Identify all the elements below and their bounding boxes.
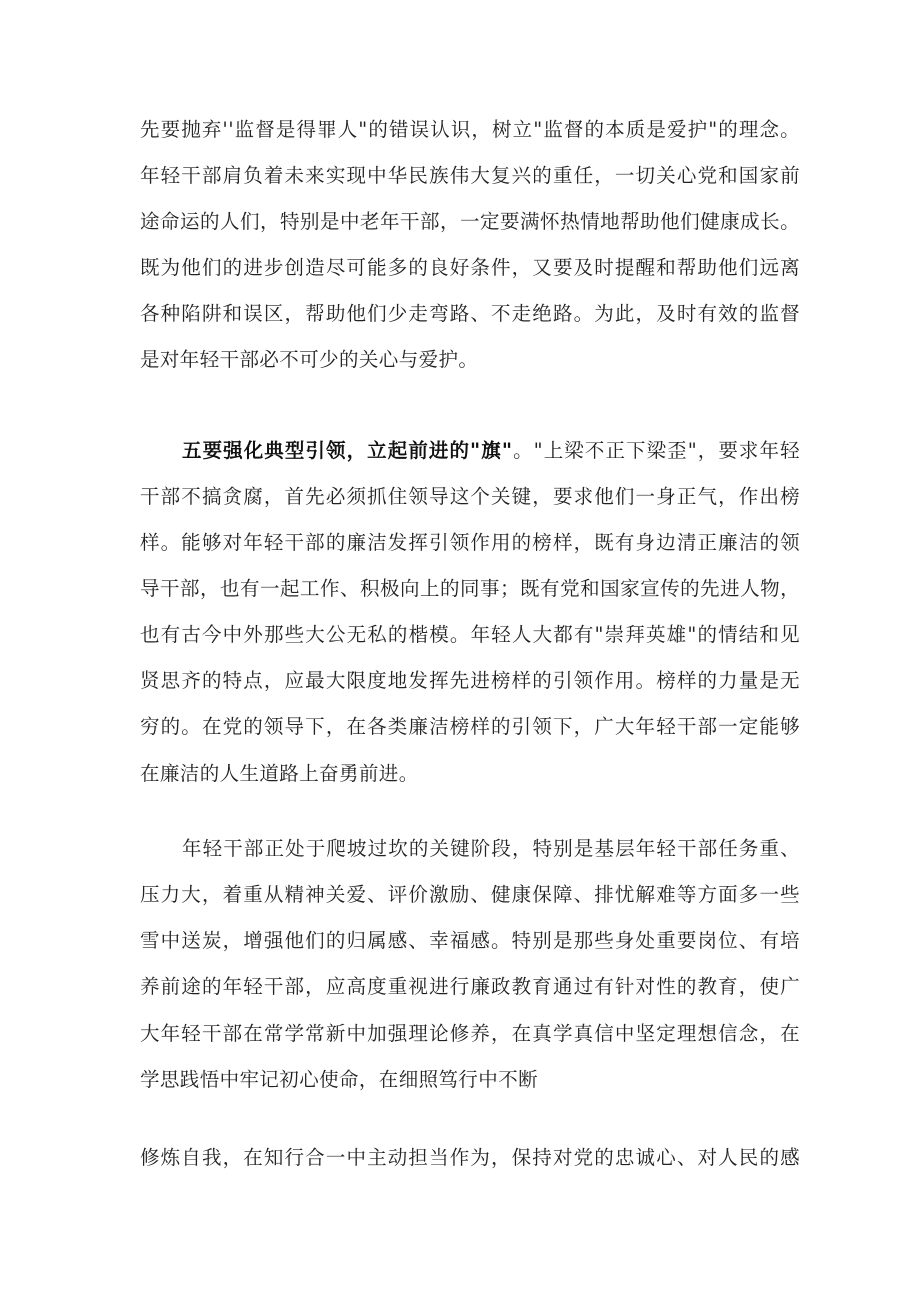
paragraph-1-line-6: 是对年轻干部必不可少的关心与爱护。 [140,348,479,371]
paragraph-3-line-5: 大年轻干部在常学常新中加强理论修养，在真学真信中坚定理想信念，在 [140,1022,800,1045]
paragraph-3-line-3: 雪中送炭，增强他们的归属感、幸福感。特别是那些身处重要岗位、有培 [140,929,800,952]
paragraph-2-line-5: 也有古今中外那些大公无私的楷模。年轻人大都有"崇拜英雄"的情结和见 [140,623,800,646]
paragraph-2-line-1-rest: 。"上梁不正下梁歪"，要求年轻 [512,439,800,462]
paragraph-2-line-7: 穷的。在党的领导下，在各类廉洁榜样的引领下，广大年轻干部一定能够 [140,715,800,738]
paragraph-1-line-2: 年轻干部肩负着未来实现中华民族伟大复兴的重任，一切关心党和国家前 [140,164,800,187]
paragraph-1-line-3: 途命运的人们，特别是中老年干部，一定要满怀热情地帮助他们健康成长。 [140,210,800,233]
paragraph-3-line-4: 养前途的年轻干部，应高度重视进行廉政教育通过有针对性的教育，使广 [140,975,800,998]
paragraph-3-line-6: 学思践悟中牢记初心使命，在细照笃行中不断 [140,1068,539,1091]
paragraph-2-line-8: 在廉洁的人生道路上奋勇前进。 [140,762,419,785]
paragraph-1-line-4: 既为他们的进步创造尽可能多的良好条件，又要及时提醒和帮助他们远离 [140,256,800,279]
paragraph-3-line-1: 年轻干部正处于爬坡过坎的关键阶段，特别是基层年轻干部任务重、 [182,837,800,860]
paragraph-2-line-1 [182,437,800,465]
paragraph-3-line-2: 压力大，着重从精神关爱、评价激励、健康保障、排忧解难等方面多一些 [140,883,800,906]
paragraph-4-line-1: 修炼自我，在知行合一中主动担当作为，保持对党的忠诚心、对人民的感 [140,1146,800,1169]
paragraph-2-line-3: 样。能够对年轻干部的廉洁发挥引领作用的榜样，既有身边清正廉洁的领 [140,531,800,554]
paragraph-2-line-6: 贤思齐的特点，应最大限度地发挥先进榜样的引领作用。榜样的力量是无 [140,669,800,692]
paragraph-1-line-5: 各种陷阱和误区，帮助他们少走弯路、不走绝路。为此，及时有效的监督 [140,302,800,325]
section-heading: 五要强化典型引领，立起前进的"旗" [182,439,513,462]
paragraph-1-line-1: 先要抛弃''监督是得罪人"的错误认识，树立"监督的本质是爱护"的理念。 [140,118,800,141]
paragraph-2-line-4: 导干部，也有一起工作、积极向上的同事；既有党和国家宣传的先进人物， [140,577,800,600]
paragraph-2-line-2: 干部不搞贪腐，首先必须抓住领导这个关键，要求他们一身正气，作出榜 [140,485,800,508]
